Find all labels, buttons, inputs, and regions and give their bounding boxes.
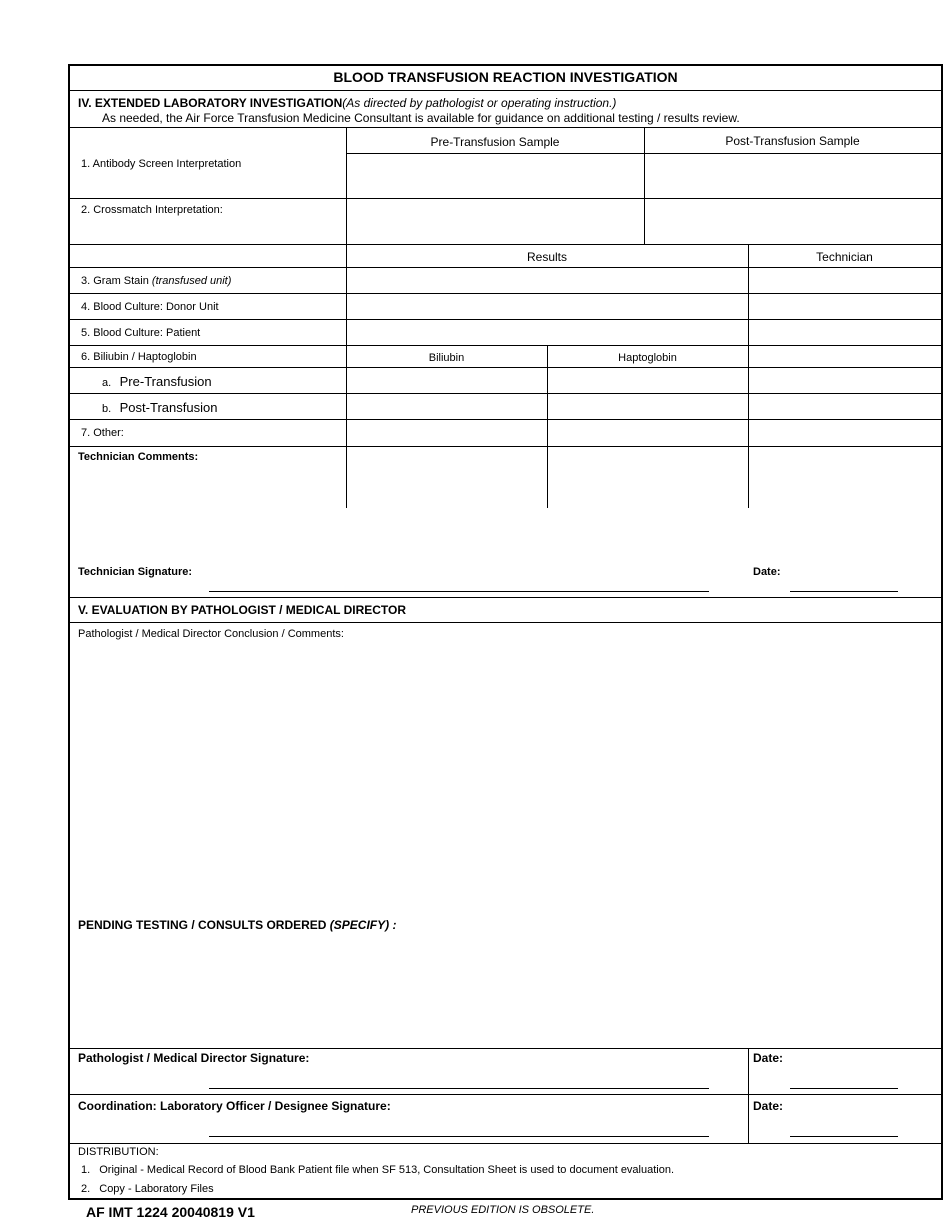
section4-heading: IV. EXTENDED LABORATORY INVESTIGATION — [78, 96, 343, 110]
coordination-date-line[interactable] — [790, 1136, 898, 1137]
distribution-item-num: 2. — [81, 1183, 91, 1195]
divider — [70, 244, 941, 245]
col-header-results: Results — [526, 250, 567, 264]
pathologist-date-line[interactable] — [790, 1088, 898, 1089]
pending-testing-note: (SPECIFY) : — [329, 918, 397, 932]
pre-transfusion-prefix: a. — [102, 377, 112, 389]
pathologist-conclusion-label: Pathologist / Medical Director Conclusion / Comments: — [78, 628, 344, 640]
post-transfusion-technician-field[interactable] — [749, 394, 941, 419]
distribution-item-text: Original - Medical Record of Blood Bank Patient file when SF 513, Consultation Sheet is used to document evaluation. — [99, 1164, 675, 1176]
other-technician-field[interactable] — [749, 420, 941, 445]
distribution-item — [81, 1164, 674, 1176]
distribution-item-num: 1. — [81, 1164, 91, 1176]
row-post-transfusion-label — [102, 399, 217, 417]
form-id: AF IMT 1224 20040819 V1 — [86, 1204, 255, 1220]
section4-subtext: As needed, the Air Force Transfusion Medicine Consultant is available for guidance on additional testing / results review. — [102, 111, 740, 125]
technician-date-label: Date: — [753, 566, 781, 578]
col-header-haptoglobin: Haptoglobin — [618, 352, 677, 364]
crossmatch-post-field[interactable] — [645, 199, 941, 244]
pre-transfusion-technician-field[interactable] — [749, 368, 941, 393]
distribution-item-text: Copy - Laboratory Files — [99, 1183, 214, 1195]
divider — [70, 1143, 941, 1144]
transfusion-reaction-form — [68, 64, 943, 1200]
antibody-screen-post-field[interactable] — [645, 154, 941, 198]
pre-transfusion-biliubin-field[interactable] — [347, 368, 546, 393]
divider — [70, 90, 941, 91]
coordination-date-label: Date: — [753, 1099, 784, 1113]
blood-culture-patient-technician-field[interactable] — [749, 320, 941, 345]
pre-transfusion-text: Pre-Transfusion — [119, 374, 212, 389]
technician-signature-line[interactable] — [209, 591, 709, 592]
col-header-technician: Technician — [816, 250, 873, 264]
pending-testing-field[interactable] — [78, 936, 933, 1041]
antibody-screen-pre-field[interactable] — [347, 154, 643, 198]
post-transfusion-haptoglobin-field[interactable] — [548, 394, 747, 419]
row-crossmatch-label: 2. Crossmatch Interpretation: — [81, 204, 223, 216]
row-pre-transfusion-label — [102, 373, 212, 391]
gram-stain-technician-field[interactable] — [749, 268, 941, 293]
row-blood-culture-donor-label: 4. Blood Culture: Donor Unit — [81, 301, 219, 313]
pathologist-signature-label: Pathologist / Medical Director Signature: — [78, 1051, 310, 1065]
technician-comments-label: Technician Comments: — [78, 451, 199, 463]
obsolete-note: PREVIOUS EDITION IS OBSOLETE. — [411, 1204, 595, 1216]
technician-date-line[interactable] — [790, 591, 898, 592]
distribution-item — [81, 1183, 214, 1195]
col-header-pre-transfusion: Pre-Transfusion Sample — [430, 135, 560, 149]
divider — [70, 1094, 941, 1095]
other-biliubin-field[interactable] — [347, 420, 546, 445]
section4-heading-row — [78, 96, 616, 110]
row-other-label: 7. Other: — [81, 427, 124, 439]
pre-transfusion-haptoglobin-field[interactable] — [548, 368, 747, 393]
pathologist-date-label: Date: — [753, 1051, 784, 1065]
pathologist-signature-line[interactable] — [209, 1088, 709, 1089]
blood-culture-patient-results-field[interactable] — [347, 320, 747, 345]
blood-culture-donor-results-field[interactable] — [347, 294, 747, 319]
row-gram-stain-label — [81, 275, 231, 287]
divider — [70, 597, 941, 598]
col-header-post-transfusion: Post-Transfusion Sample — [725, 134, 860, 148]
row-antibody-screen-label: 1. Antibody Screen Interpretation — [81, 158, 242, 170]
coordination-signature-label: Coordination: Laboratory Officer / Designee Signature: — [78, 1099, 391, 1113]
form-title: BLOOD TRANSFUSION REACTION INVESTIGATION — [333, 69, 678, 85]
pathologist-conclusion-field[interactable] — [78, 644, 933, 909]
technician-signature-label: Technician Signature: — [78, 566, 193, 578]
divider-vertical — [644, 127, 645, 245]
divider-vertical — [748, 1048, 749, 1143]
pending-testing-text: PENDING TESTING / CONSULTS ORDERED — [78, 918, 330, 932]
post-transfusion-biliubin-field[interactable] — [347, 394, 546, 419]
divider — [70, 127, 941, 128]
technician-comments-field[interactable] — [78, 466, 933, 561]
section5-heading: V. EVALUATION BY PATHOLOGIST / MEDICAL DIRECTOR — [78, 603, 407, 617]
row-blood-culture-patient-label: 5. Blood Culture: Patient — [81, 327, 201, 339]
divider — [70, 345, 941, 346]
crossmatch-pre-field[interactable] — [347, 199, 643, 244]
gram-stain-text: 3. Gram Stain — [81, 275, 152, 287]
blood-culture-donor-technician-field[interactable] — [749, 294, 941, 319]
post-transfusion-prefix: b. — [102, 403, 112, 415]
section4-heading-note: (As directed by pathologist or operating instruction.) — [342, 96, 617, 110]
divider — [70, 622, 941, 623]
divider — [70, 1048, 941, 1049]
gram-stain-note: (transfused unit) — [151, 275, 232, 287]
distribution-heading: DISTRIBUTION: — [78, 1146, 159, 1158]
col-header-biliubin: Biliubin — [428, 352, 465, 364]
other-haptoglobin-field[interactable] — [548, 420, 747, 445]
gram-stain-results-field[interactable] — [347, 268, 747, 293]
post-transfusion-text: Post-Transfusion — [119, 400, 218, 415]
coordination-signature-line[interactable] — [209, 1136, 709, 1137]
divider — [70, 446, 941, 447]
row-biliubin-haptoglobin-label: 6. Biliubin / Haptoglobin — [81, 351, 197, 363]
pending-testing-label — [78, 918, 396, 932]
